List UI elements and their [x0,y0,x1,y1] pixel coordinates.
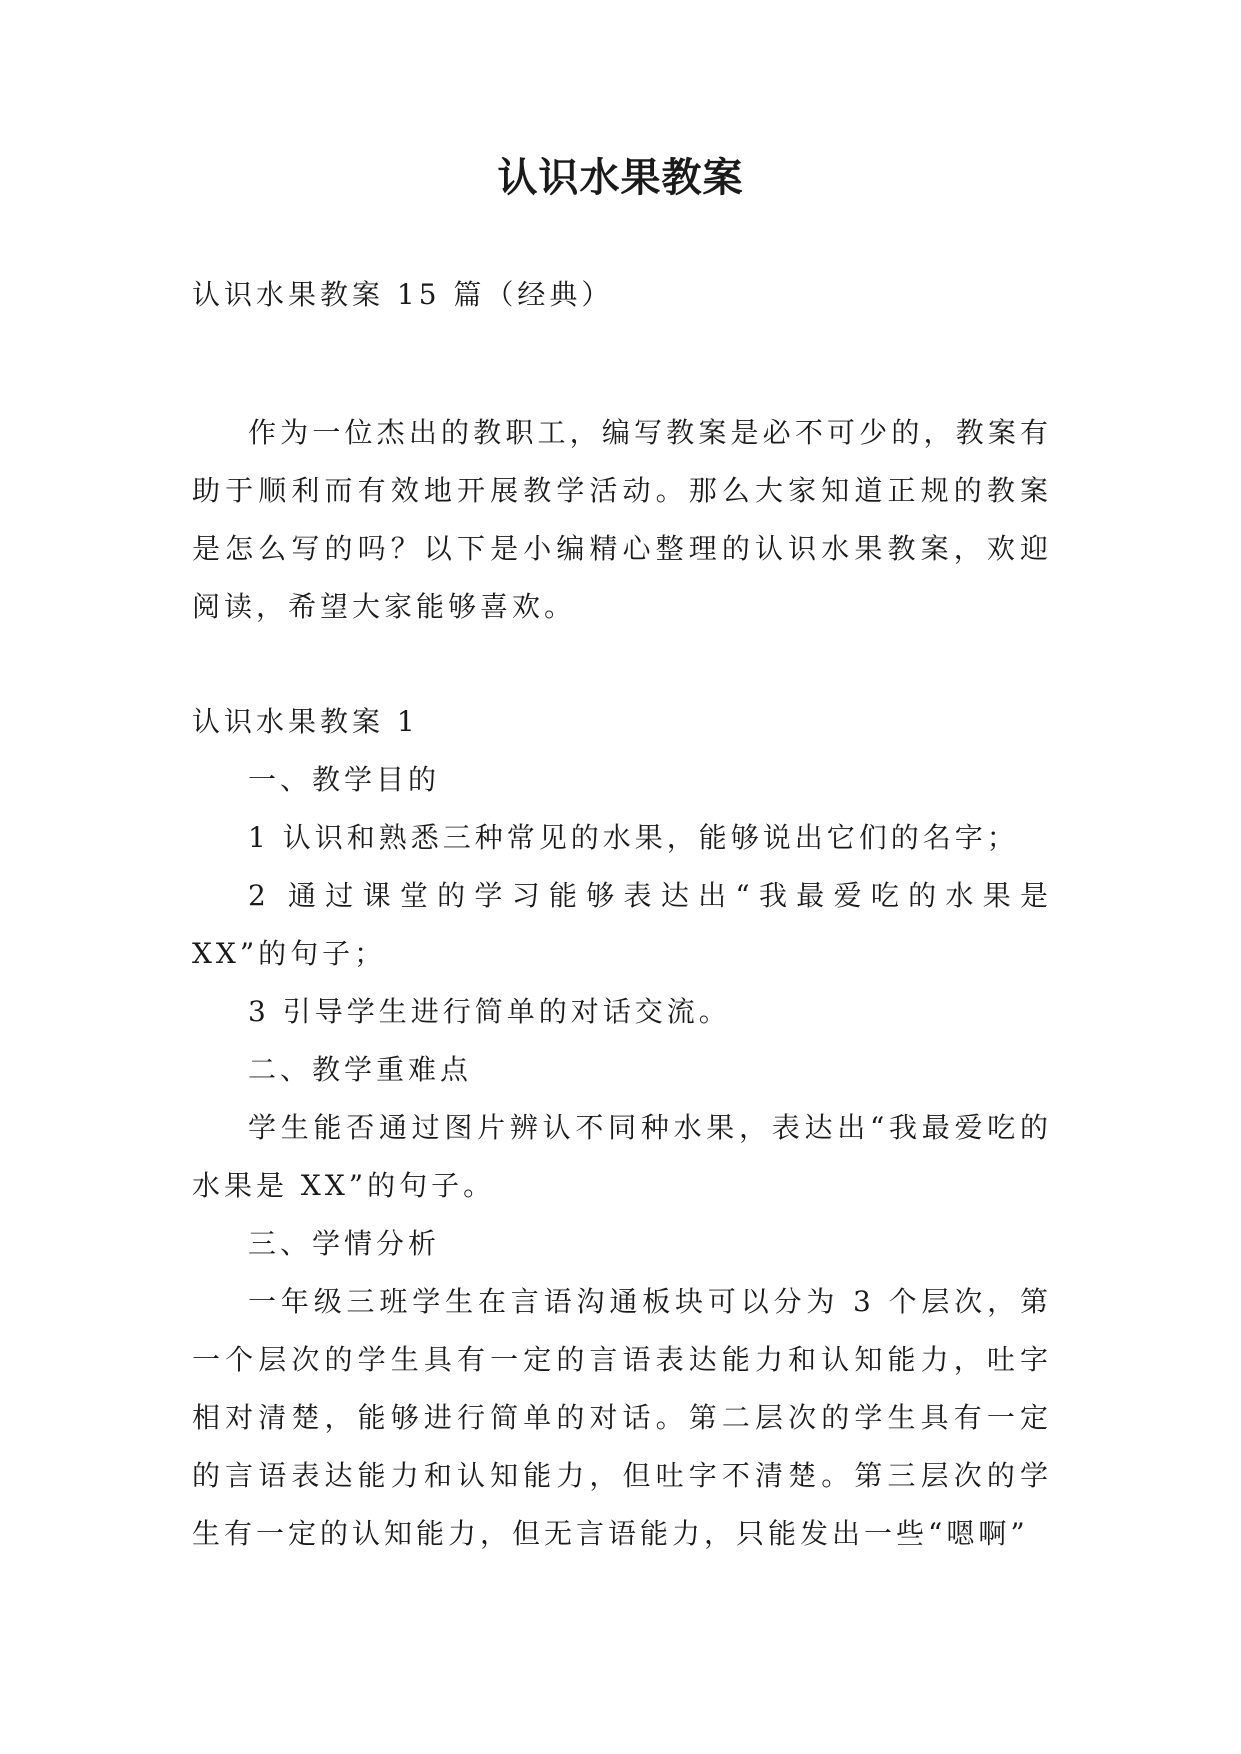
paragraph-heading-analysis: 三、学情分析 [248,1227,441,1260]
intro-block [192,404,1052,636]
paragraph-heading-key-points: 二、教学重难点 [248,1053,473,1086]
paragraph-key-points: 学生能否通过图片辨认不同种水果，表达出“我最爱吃的水果是 XX”的句子。 [192,1111,1052,1202]
document-subtitle [192,266,1052,324]
paragraph-objective-2: 2 通过课堂的学习能够表达出“我最爱吃的水果是 XX”的句子； [192,879,1052,970]
section-heading: 认识水果教案 1 [192,705,419,738]
lesson-section [192,693,1052,1563]
subtitle-text: 认识水果教案 15 篇（经典） [192,278,614,311]
paragraph-heading-objectives: 一、教学目的 [248,763,441,796]
paragraph-objective-3: 3 引导学生进行简单的对话交流。 [248,995,731,1028]
paragraph-analysis: 一年级三班学生在言语沟通板块可以分为 3 个层次，第一个层次的学生具有一定的言语表达能力和认知能力，吐字相对清楚，能够进行简单的对话。第二层次的学生具有一定的言语表达能力和认知能力，但吐字不清楚。第三层次的学生有一定的认知能力，但无言语能力，只能发出一些“嗯啊” [192,1285,1052,1550]
paragraph-objective-1: 1 认识和熟悉三种常见的水果，能够说出它们的名字； [248,821,1019,854]
intro-paragraph: 作为一位杰出的教职工，编写教案是必不可少的，教案有助于顺利而有效地开展教学活动。那么大家知道正规的教案是怎么写的吗？以下是小编精心整理的认识水果教案，欢迎阅读，希望大家能够喜欢。 [192,416,1052,623]
page-title: 认识水果教案 [497,155,744,201]
